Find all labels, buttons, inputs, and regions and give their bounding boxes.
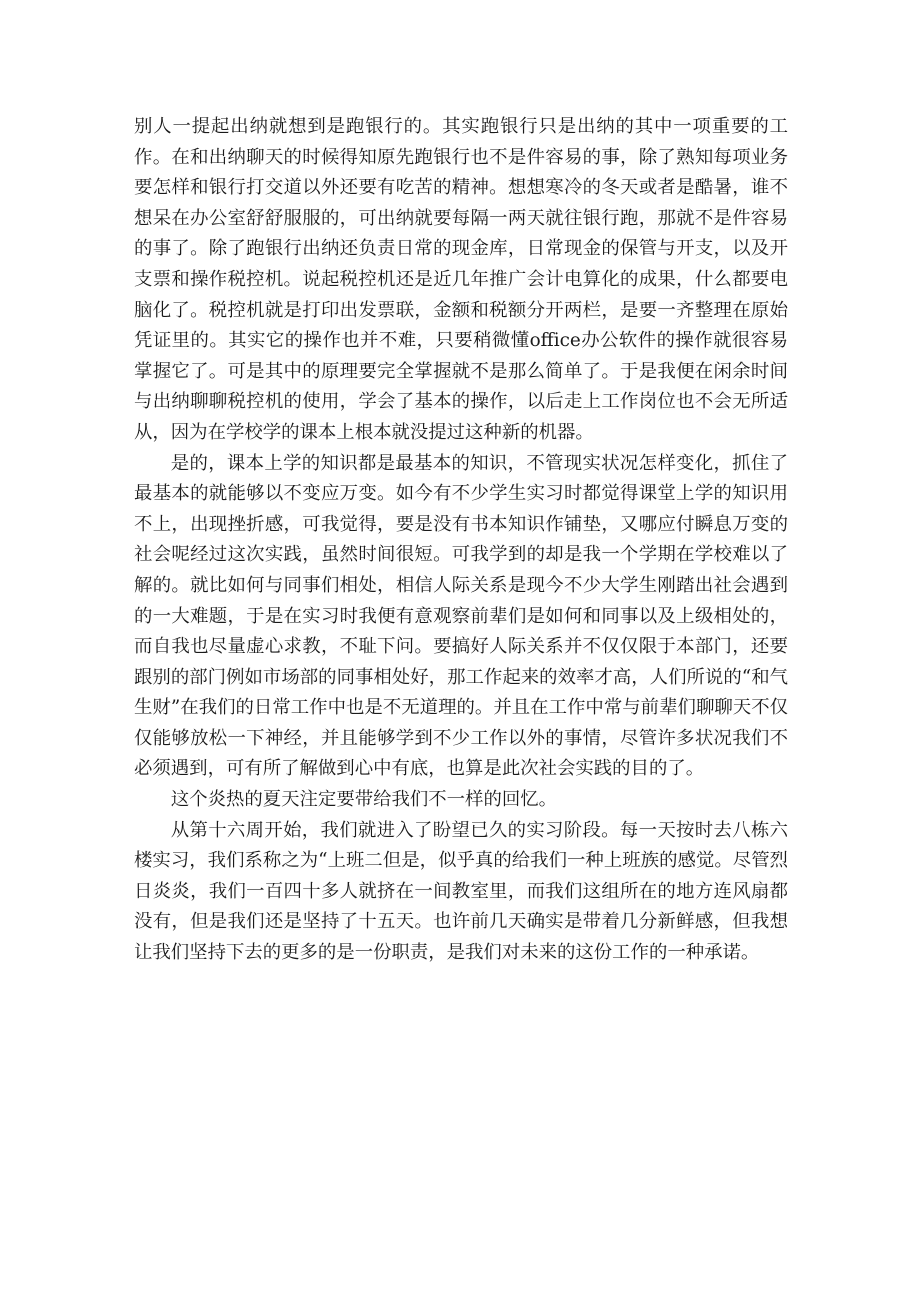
- paragraph-2: 是的，课本上学的知识都是最基本的知识，不管现实状况怎样变化，抓住了最基本的就能够以不变应万变。如今有不少学生实习时都觉得课堂上学的知识用不上，出现挫折感，可我觉得，要是没有书本知识作铺垫，又哪应付瞬息万变的社会呢经过这次实践，虽然时间很短。可我学到的却是我一个学期在学校难以了解的。就比如何与同事们相处，相信人际关系是现今不少大学生刚踏出社会遇到的一大难题，于是在实习时我便有意观察前辈们是如何和同事以及上级相处的，而自我也尽量虚心求教，不耻下问。要搞好人际关系并不仅仅限于本部门，还要跟别的部门例如市场部的同事相处好，那工作起来的效率才高，人们所说的“和气生财”在我们的日常工作中也是不无道理的。并且在工作中常与前辈们聊聊天不仅仅能够放松一下神经，并且能够学到不少工作以外的事情，尽管许多状况我们不必须遇到，可有所了解做到心中有底，也算是此次社会实践的目的了。: [134, 452, 788, 780]
- document-body: [134, 112, 788, 969]
- paragraph-4: 从第十六周开始，我们就进入了盼望已久的实习阶段。每一天按时去八栋六楼实习，我们系称之为“上班二但是，似乎真的给我们一种上班族的感觉。尽管烈日炎炎，我们一百四十多人就挤在一间教室里，而我们这组所在的地方连风扇都没有，但是我们还是坚持了十五天。也许前几天确实是带着几分新鲜感，但我想让我们坚持下去的更多的是一份职责，是我们对未来的这份工作的一种承诺。: [134, 819, 788, 964]
- paragraph-1: 别人一提起出纳就想到是跑银行的。其实跑银行只是出纳的其中一项重要的工作。在和出纳聊天的时候得知原先跑银行也不是件容易的事，除了熟知每项业务要怎样和银行打交道以外还要有吃苦的精神。想想寒冷的冬天或者是酷暑，谁不想呆在办公室舒舒服服的，可出纳就要每隔一两天就往银行跑，那就不是件容易的事了。除了跑银行出纳还负责日常的现金库，日常现金的保管与开支，以及开支票和操作税控机。说起税控机还是近几年推广会计电算化的成果，什么都要电脑化了。税控机就是打印出发票联，金额和税额分开两栏，是要一齐整理在原始凭证里的。其实它的操作也并不难，只要稍微懂office办公软件的操作就很容易掌握它了。可是其中的原理要完全掌握就不是那么简单了。于是我便在闲余时间与出纳聊聊税控机的使用，学会了基本的操作，以后走上工作岗位也不会无所适从，因为在学校学的课本上根本就没提过这种新的机器。: [134, 116, 788, 443]
- paragraph-3: 这个炎热的夏天注定要带给我们不一样的回忆。: [170, 789, 558, 811]
